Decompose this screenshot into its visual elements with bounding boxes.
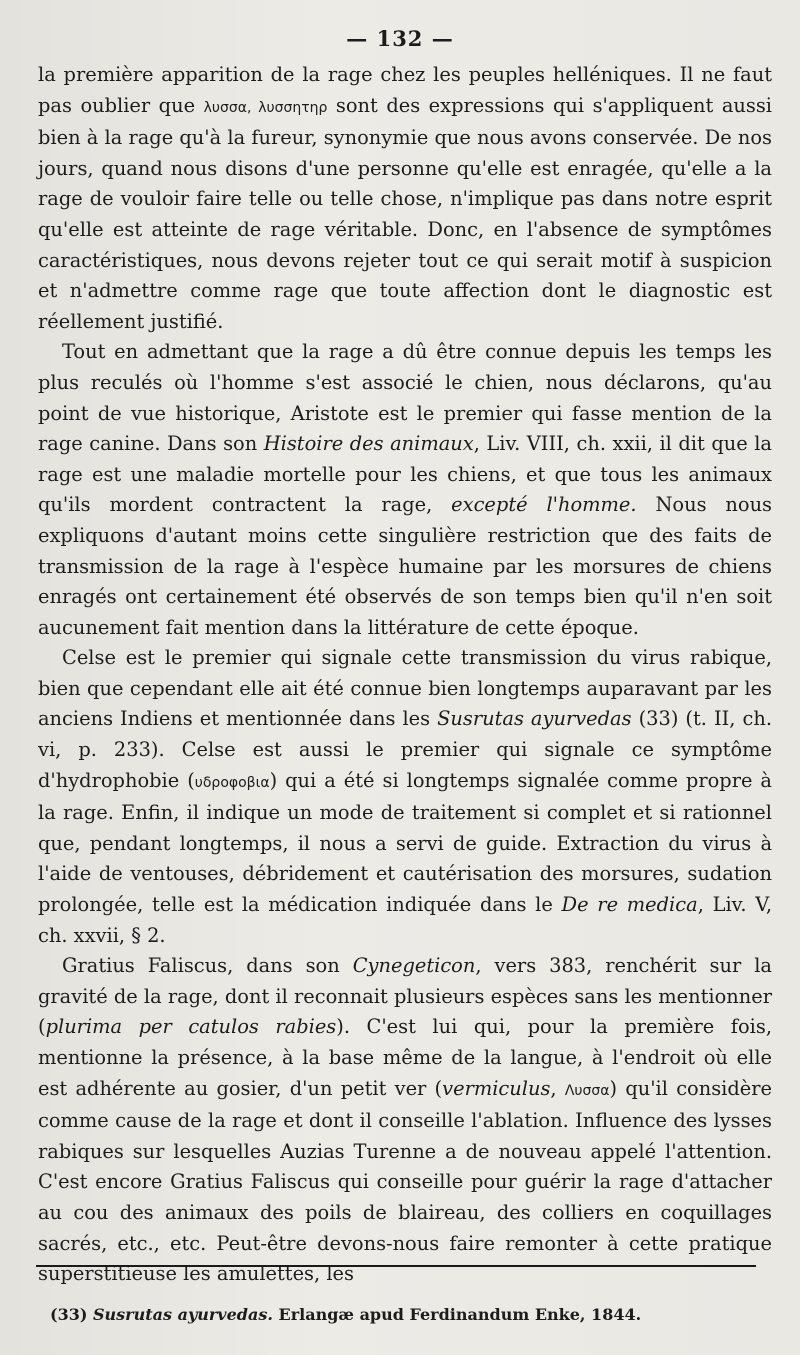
- italic-text: plurima per catulos rabies: [45, 1015, 337, 1039]
- footnote-number: (33): [50, 1305, 88, 1324]
- text-run: (33) (t. II, ch. vi, p. 233). Celse est aussi le premier qui signale ce symptôme d'hydrophobie (: [38, 707, 772, 792]
- greek-text: υδροφοβια: [194, 774, 270, 791]
- footnote: [50, 1305, 770, 1324]
- text-run: Gratius Faliscus, dans son: [62, 954, 353, 978]
- text-run: Nous nous expliquons d'autant moins cette singulière restriction que des faits de transmission de la rage à l'espèce humaine par les morsures de chiens enragés ont certainement été observés de son temps bien qu'il n'en soit aucunement fait mention dans la littérature de cette époque.: [38, 493, 773, 639]
- text-run: Tout en admettant que la rage a dû être connue depuis les temps les plus reculés où l'homme s'est associé le chien, nous déclarons, qu'au point de vue historique, Aristote est le premier qui fasse mention de la rage canine. Dans son: [38, 340, 772, 456]
- italic-text: Susrutas ayurvedas: [437, 707, 632, 731]
- italic-text: Histoire des animaux: [263, 432, 474, 456]
- paragraph: [38, 337, 772, 643]
- body-text: [38, 60, 772, 1290]
- paragraph: [38, 643, 772, 951]
- text-run: , vers 383, renchérit sur la gravité de la rage, dont il reconnait plusieurs espèces sans les mentionner (: [38, 954, 772, 1039]
- text-run: , Liv. V, ch. xxvii, § 2.: [38, 893, 772, 947]
- text-run: Celse est le premier qui signale cette transmission du virus rabique, bien que cependant elle ait été connue bien longtemps auparavant par les anciens Indiens et mentionnée dans les: [38, 646, 772, 731]
- italic-text: Cynegeticon: [352, 954, 476, 978]
- text-run: la première apparition de la rage chez les peuples helléniques. Il ne faut pas oublier que: [38, 63, 772, 117]
- footnote-title: Susrutas ayurvedas.: [92, 1305, 273, 1324]
- text-run: ) qui a été si longtemps signalée comme propre à la rage. Enfin, il indique un mode de traitement si complet et si rationnel que, pendant longtemps, il nous a servi de guide. Extraction du virus à l'aide de ventouses, débridement et cautérisation des morsures, sudation prolongée, telle est la médication indiquée dans le: [38, 768, 772, 917]
- text-run: sont des expressions qui s'appliquent aussi bien à la rage qu'à la fureur, synonymie que nous avons conservée. De nos jours, quand nous disons d'une personne qu'elle est enragée, qu'elle a la rage de vouloir faire telle ou telle chose, n'implique pas dans notre esprit qu'elle est atteinte de rage véritable. Donc, en l'absence de symptômes caractéristiques, nous devons rejeter tout ce qui serait motif à suspicion et n'admettre comme rage que toute affection dont le diagnostic est réellement justifié.: [38, 93, 772, 333]
- italic-text: vermiculus: [442, 1076, 551, 1100]
- footnote-text: Erlangæ apud Ferdinandum Enke, 1844.: [278, 1305, 642, 1324]
- italic-text: excepté l'homme.: [451, 493, 637, 517]
- page-number: — 132 —: [346, 26, 454, 51]
- greek-text: λυσσα, λυσσητηρ: [203, 99, 328, 116]
- italic-text: De re medica: [561, 893, 698, 917]
- text-run: , Liv. VIII, ch. xxii, il dit que la rage est une maladie mortelle pour les chiens, et que tous les animaux qu'ils mordent contractent la rage,: [38, 432, 772, 517]
- text-run: ,: [550, 1076, 565, 1100]
- greek-text: Λυσσα: [564, 1082, 610, 1099]
- footnote-divider: [36, 1265, 756, 1267]
- paragraph: [38, 951, 772, 1290]
- paragraph: [38, 60, 772, 337]
- text-run: ) qu'il considère comme cause de la rage et dont il conseille l'ablation. Influence des lysses rabiques sur lesquelles Auzias Turenne a de nouveau appelé l'attention. C'est encore Gratius Faliscus qui conseille pour guérir la rage d'attacher au cou des animaux des poils de blaireau, des colliers en coquillages sacrés, etc., etc. Peut-être devons-nous faire remonter à cette pratique superstitieuse les amulettes, les: [38, 1076, 773, 1286]
- text-run: ). C'est lui qui, pour la première fois, mentionne la présence, à la base même de la langue, à l'endroit où elle est adhérente au gosier, d'un petit ver (: [38, 1015, 772, 1100]
